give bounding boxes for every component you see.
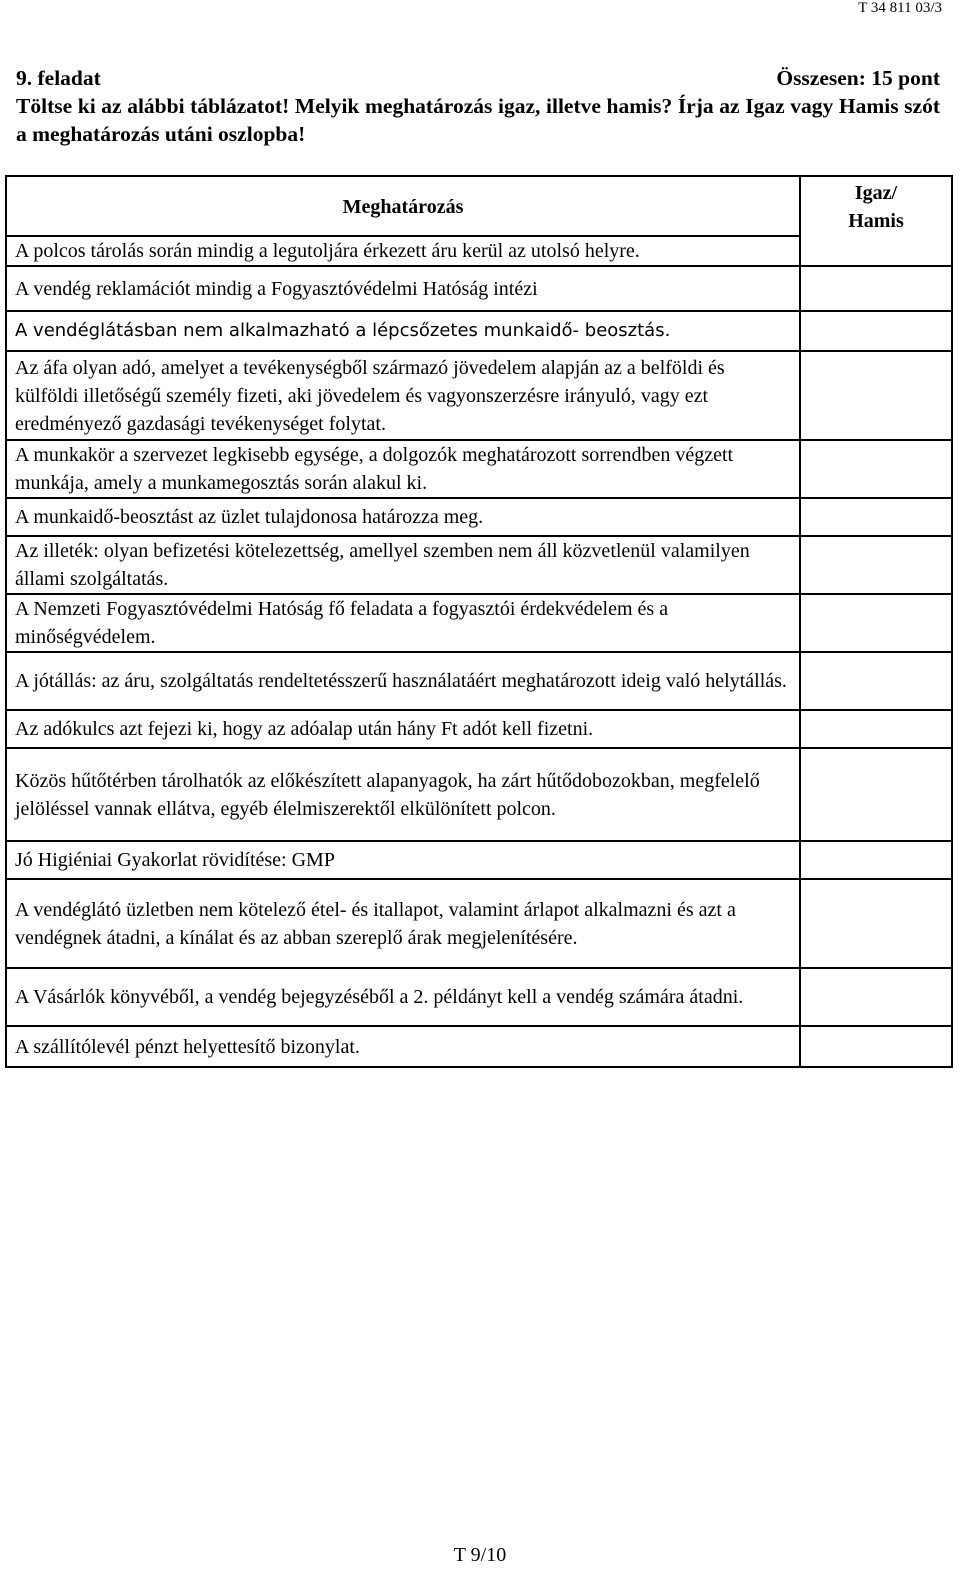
statement-cell: A vendéglátó üzletben nem kötelező étel- és itallapot, valamint árlapot alkalmazni és azt a vendégnek átadni, a kínálat és az abban szereplő árak megjelenítésére. [6,879,800,968]
answer-header-line2: Hamis [848,210,904,232]
answer-cell[interactable] [800,1026,952,1067]
table-row [6,841,952,879]
task-number: 9. feladat [16,66,101,90]
statement-cell: Az áfa olyan adó, amelyet a tevékenységből származó jövedelem alapján az a belföldi és külföldi illetőségű személy fizeti, aki jövedelem és vagyonszerzésre irányuló, vagy ezt eredményező gazdasági tevékenységet folytat. [6,351,800,440]
table-row [6,440,952,498]
statement-cell: A polcos tárolás során mindig a legutoljára érkezett áru kerül az utolsó helyre. [6,236,800,266]
table-row [6,311,952,351]
statement-cell: Közös hűtőtérben tárolhatók az előkészített alapanyagok, ha zárt hűtődobozokban, megfelelő jelöléssel vannak ellátva, egyéb élelmiszerektől elkülönített polcon. [6,748,800,841]
statement-cell: A vendéglátásban nem alkalmazható a lépcsőzetes munkaidő- beosztás. [6,311,800,351]
table-row [6,266,952,311]
answer-cell[interactable] [800,440,952,498]
table-row [6,498,952,536]
statement-cell: A vendég reklamációt mindig a Fogyasztóvédelmi Hatóság intézi [6,266,800,311]
table-row [6,710,952,748]
table-row [6,536,952,594]
statement-cell: A Vásárlók könyvéből, a vendég bejegyzéséből a 2. példányt kell a vendég számára átadni. [6,968,800,1026]
answer-cell[interactable] [800,266,952,311]
table-header-row [6,176,952,236]
task-points: Összesen: 15 pont [776,66,940,90]
answer-cell[interactable] [800,498,952,536]
page-number: T 9/10 [453,1544,507,1566]
table-row [6,748,952,841]
answer-cell[interactable] [800,351,952,440]
answer-cell[interactable] [800,841,952,879]
true-false-table [5,175,953,1068]
statement-cell: Az illeték: olyan befizetési kötelezettség, amellyel szemben nem áll közvetlenül valamilyen állami szolgáltatás. [6,536,800,594]
answer-header [800,176,952,266]
table-row [6,879,952,968]
statement-cell: A munkaidő-beosztást az üzlet tulajdonosa határozza meg. [6,498,800,536]
statement-header: Meghatározás [6,176,800,236]
answer-cell[interactable] [800,594,952,652]
table-row [6,1026,952,1067]
table-row [6,594,952,652]
statement-cell: A Nemzeti Fogyasztóvédelmi Hatóság fő feladata a fogyasztói érdekvédelem és a minőségvédelem. [6,594,800,652]
table-row [6,968,952,1026]
statement-cell: A szállítólevél pénzt helyettesítő bizonylat. [6,1026,800,1067]
table-row [6,652,952,710]
statement-cell: Jó Higiéniai Gyakorlat rövidítése: GMP [6,841,800,879]
answer-cell[interactable] [800,652,952,710]
answer-header-line1: Igaz/ [854,182,898,204]
answer-cell[interactable] [800,311,952,351]
answer-cell[interactable] [800,710,952,748]
answer-cell[interactable] [800,536,952,594]
statement-cell: A jótállás: az áru, szolgáltatás rendeltetésszerű használatáért meghatározott ideig való helytállás. [6,652,800,710]
table-row [6,351,952,440]
statement-cell: Az adókulcs azt fejezi ki, hogy az adóalap után hány Ft adót kell fizetni. [6,710,800,748]
statement-cell: A munkakör a szervezet legkisebb egysége, a dolgozók meghatározott sorrendben végzett munkája, amely a munkamegosztás során alakul ki. [6,440,800,498]
task-header [16,64,940,148]
answer-cell[interactable] [800,968,952,1026]
task-instruction: Töltse ki az alábbi táblázatot! Melyik meghatározás igaz, illetve hamis? Írja az Igaz vagy Hamis szót a meghatározás utáni oszlopba! [16,94,940,146]
answer-cell[interactable] [800,748,952,841]
answer-cell[interactable] [800,879,952,968]
page-code: T 34 811 03/3 [858,0,942,16]
